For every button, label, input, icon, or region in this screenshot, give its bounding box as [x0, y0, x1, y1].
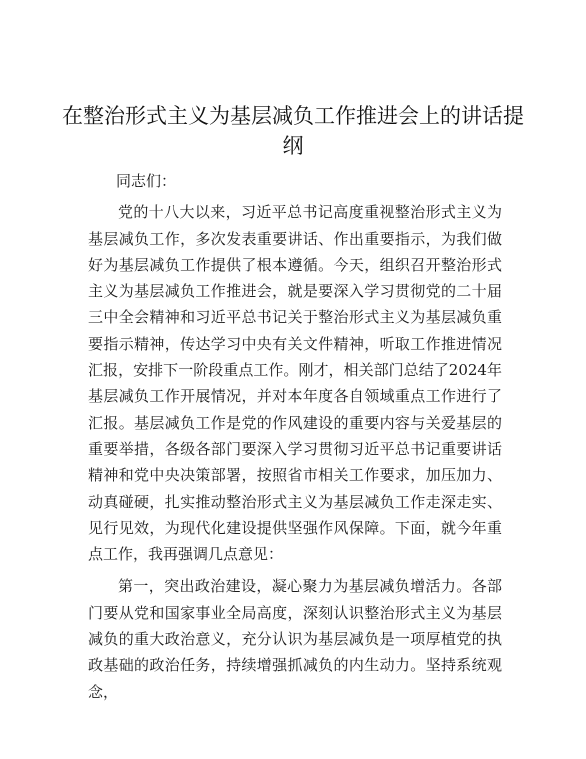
document-title: 在整治形式主义为基层减负工作推进会上的讲话提纲 — [62, 104, 524, 158]
document-body — [88, 168, 502, 711]
paragraph-2: 第一，突出政治建设，凝心聚力为基层减负增活力。各部门要从党和国家事业全局高度，深刻认识整治形式主义为基层减负的重大政治意义，充分认识为基层减负是一项厚植党的执政基础的政治任务，持续增强抓减负的内生动力。坚持系统观念， — [88, 577, 502, 701]
greeting: 同志们： — [116, 172, 177, 190]
paragraph-1: 党的十八大以来，习近平总书记高度重视整治形式主义为基层减负工作，多次发表重要讲话、作出重要指示，为我们做好为基层减负工作提供了根本遵循。今天，组织召开整治形式主义为基层减负工作推进会，就是要深入学习贯彻党的二十届三中全会精神和习近平总书记关于整治形式主义为基层减负重要指示精神，传达学习中央有关文件精神，听取工作推进情况汇报，安排下一阶段重点工作。刚才，相关部门总结了2024年基层减负工作开展情况，并对本年度各自领域重点工作进行了汇报。基层减负工作是党的作风建设的重要内容与关爱基层的重要举措，各级各部门要深入学习贯彻习近平总书记重要讲话精神和党中央决策部署，按照省市相关工作要求，加压加力、动真碰硬，扎实推动整治形式主义为基层减负工作走深走实、见行见效，为现代化建设提供坚强作风保障。下面，就今年重点工作，我再强调几点意见： — [88, 203, 502, 564]
